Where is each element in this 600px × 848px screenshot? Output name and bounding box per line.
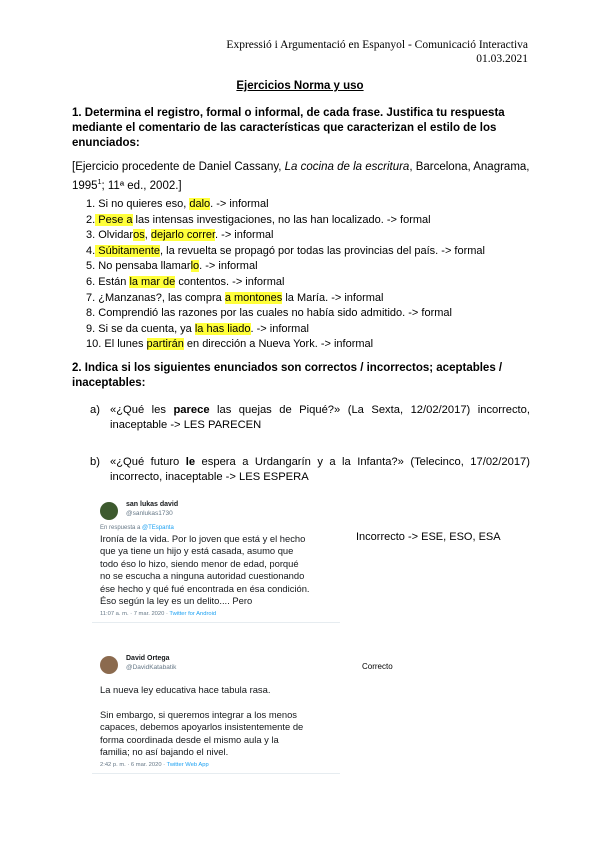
avatar[interactable] (100, 502, 118, 520)
tweet-text: Ironía de la vida. Por lo joven que está y el hecho que ya tiene un hijo y está casada, asumo que todo éso lo hizo, siendo menor de edad, porqué no se escucha a ninguna autoridad cuestionando ése hecho y qué fué encontrada en ésa condición. Éso según la ley es un delito.... Pero (100, 533, 310, 607)
sentence-text: . -> informal (250, 322, 309, 335)
tweet-meta (92, 607, 340, 622)
sentence-number: 1. (86, 198, 96, 210)
sentence-text: No pensaba llamar (95, 260, 191, 273)
sentence-item (86, 213, 485, 229)
sentence-text: . -> informal (215, 229, 274, 242)
page-title: Ejercicios Norma y uso (236, 80, 364, 92)
highlighted-text: Pese a (95, 213, 133, 226)
item-b-bold: le (185, 456, 196, 468)
tweet-author-name[interactable]: san lukas david (126, 501, 179, 508)
sentence-number: 6. (86, 275, 96, 288)
highlighted-text: lo (190, 260, 200, 273)
highlighted-text: dalo (189, 198, 211, 210)
section1-source-note (72, 160, 532, 194)
sentence-item (86, 291, 485, 307)
tweet-header (92, 654, 340, 676)
tweet-source-app[interactable]: Twitter for Android (169, 611, 217, 618)
highlighted-text: os (133, 229, 145, 242)
sentence-number: 4. (86, 244, 96, 257)
sentence-text: contentos. -> informal (175, 275, 285, 288)
sentence-item (86, 228, 485, 244)
note-text: [Ejercicio procedente de Daniel Cassany, (72, 161, 285, 173)
sentence-text: . -> informal (210, 198, 269, 210)
tweet-timestamp[interactable]: 2:42 p. m. · 6 mar. 2020 · (100, 762, 167, 769)
sentence-text: , (144, 229, 151, 242)
highlighted-text: Súbitamente (95, 244, 161, 257)
note-text: ; 11ª ed., 2002.] (101, 179, 182, 192)
reply-label: En respuesta a (100, 525, 143, 531)
tweet-card-1 (92, 500, 340, 623)
page-header (226, 38, 528, 66)
sentence-list (86, 197, 485, 353)
sentence-item (86, 337, 485, 353)
highlighted-text: dejarlo correr (150, 229, 216, 242)
sentence-text: Si no quieres eso, (95, 198, 190, 210)
section1-heading: 1. Determina el registro, formal o informal, de cada frase. Justifica tu respuesta mediante el comentario de las características que caracterizan el estilo de los enunciados: (72, 107, 505, 149)
sentence-number: 5. (86, 260, 96, 273)
sentence-text: las intensas investigaciones, no las han localizado. -> formal (132, 213, 431, 226)
sentence-item (86, 259, 485, 275)
section2-heading: 2. Indica si los siguientes enunciados son correctos / incorrectos; aceptables / inaceptables: (72, 362, 503, 389)
item-a-bold: parece (173, 404, 210, 416)
header-course: Expressió i Argumentació en Espanyol - Comunicació Interactiva (226, 39, 528, 51)
item-a-text (110, 403, 530, 433)
tweet-author-name[interactable]: David Ortega (126, 655, 170, 662)
sentence-text: la María. -> informal (282, 291, 384, 304)
sentence-item (86, 322, 485, 338)
sentence-text: , la revuelta se propagó por todas las provincias del país. -> formal (160, 244, 485, 257)
item-b-post: espera a Urdangarín y a la Infanta?» (Telecinco, 17/02/2017) incorrecto, inaceptable -> LES ESPERA (110, 456, 530, 483)
sentence-text: en dirección a Nueva York. -> informal (183, 338, 374, 351)
sentence-text: Olvidar (95, 229, 134, 242)
tweet2-verdict: Correcto (362, 662, 393, 671)
highlighted-text: partirán (146, 338, 184, 351)
sentence-text: ¿Manzanas?, las compra (95, 291, 225, 304)
sentence-text: El lunes (101, 338, 147, 351)
sentence-item (86, 306, 485, 322)
sentence-text: . -> informal (199, 260, 258, 273)
tweet1-verdict: Incorrecto -> ESE, ESO, ESA (356, 531, 501, 543)
tweet-author-handle[interactable]: @sanlukas1730 (126, 510, 173, 517)
sentence-number: 10. (86, 338, 102, 351)
sentence-number: 7. (86, 291, 96, 304)
tweet-text: La nueva ley educativa hace tabula rasa. Sin embargo, si queremos integrar a los menos capaces, debemos apoyarlos insistentemente de forma coordinada desde el mismo aula y la familia; no así bajando el nivel. (100, 684, 304, 758)
tweet-timestamp[interactable]: 11:07 a. m. · 7 mar. 2020 · (100, 611, 170, 618)
tweet-card-2 (92, 654, 340, 774)
item-a-post: las quejas de Piqué?» (La Sexta, 12/02/2017) incorrecto, inaceptable -> LES PARECEN (110, 404, 530, 431)
item-a-marker: a) (90, 404, 100, 416)
sentence-number: 3. (86, 229, 96, 242)
sentence-number: 9. (86, 322, 96, 335)
item-a (90, 403, 530, 433)
item-b-marker: b) (90, 456, 100, 468)
sentence-item (86, 275, 485, 291)
header-date: 01.03.2021 (476, 53, 528, 65)
avatar[interactable] (100, 656, 118, 674)
reply-user-link[interactable]: @TEspanta (142, 525, 174, 531)
tweet-author-handle[interactable]: @DavidKatabatik (126, 664, 177, 671)
sentence-number: 2. (86, 213, 96, 226)
item-b-text (110, 455, 530, 485)
item-b-pre: «¿Qué futuro (110, 456, 186, 468)
item-a-pre: «¿Qué les (110, 404, 174, 416)
highlighted-text: a montones (224, 291, 283, 304)
sentence-number: 8. (86, 307, 96, 320)
highlighted-text: la mar de (129, 275, 176, 288)
sentence-item (86, 244, 485, 260)
note-book-title: La cocina de la escritura (284, 161, 410, 173)
sentence-text: Están (95, 275, 130, 288)
note-text: , Barcelona, Anagrama, 1995 (72, 161, 530, 192)
sentence-text: Si se da cuenta, ya (95, 322, 195, 335)
highlighted-text: la has liado (194, 322, 251, 335)
tweet-meta (92, 758, 340, 773)
sentence-item (86, 197, 485, 213)
tweet-header (92, 500, 340, 522)
sentence-text: Comprendió las razones por las cuales no había sido admitido. -> formal (95, 307, 452, 320)
tweet-source-app[interactable]: Twitter Web App (166, 762, 209, 769)
item-b (90, 455, 530, 485)
note-superscript: 1 (97, 179, 102, 186)
